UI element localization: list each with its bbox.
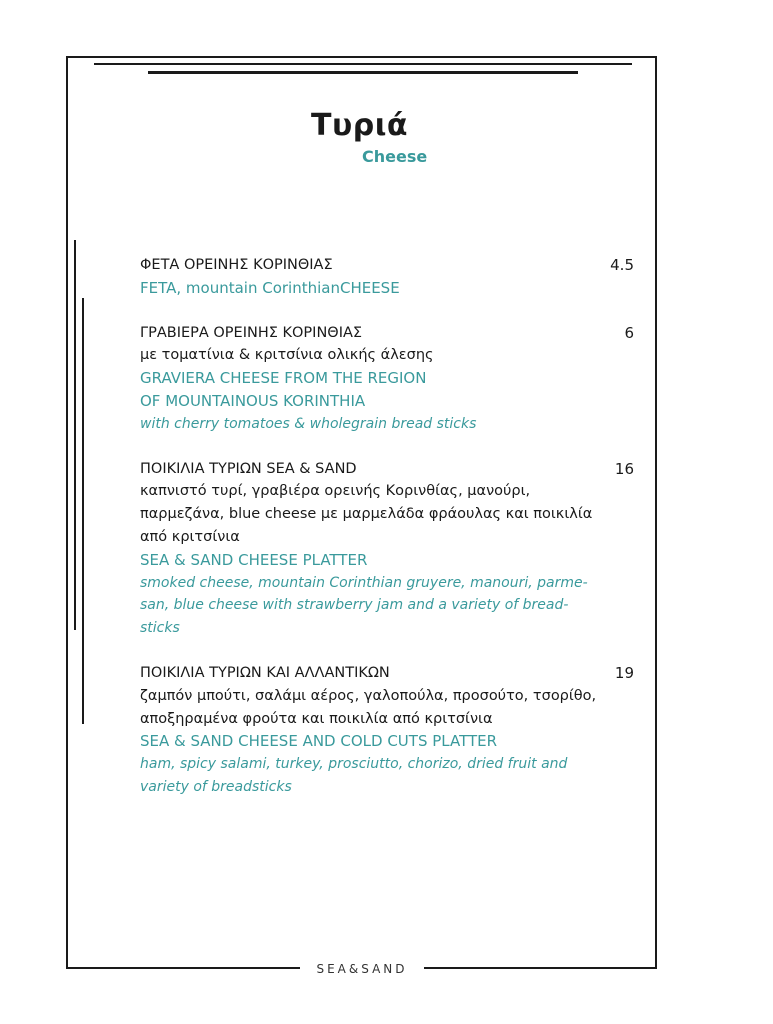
side-accent-line-outer: [74, 240, 76, 630]
menu-item-description-greek: καπνιστό τυρί, γραβιέρα ορεινής Κορινθίας, μανούρι,: [140, 483, 531, 500]
menu-item-name-greek: ΓΡΑΒΙΕΡΑ ΟΡΕΙΝΗΣ ΚΟΡΙΝΘΙΑΣ: [140, 324, 363, 341]
menu-item-description-english: variety of breadsticks: [140, 778, 292, 795]
menu-list: [140, 254, 640, 821]
menu-item-name-english: GRAVIERA CHEESE FROM THE REGION: [140, 369, 427, 388]
menu-item-description-greek: ζαμπόν μπούτι, σαλάμι αέρος, γαλοπούλα, προσούτο, τσορίθο,: [140, 687, 597, 704]
menu-item-name-greek: ΠΟΙΚΙΛΙΑ ΤΥΡΙΩΝ ΚΑΙ ΑΛΛΑΝΤΙΚΩΝ: [140, 664, 390, 681]
menu-item-description-english: with cherry tomatoes & wholegrain bread sticks: [140, 415, 477, 432]
footer-label-wrap: [300, 957, 424, 981]
menu-item: [140, 254, 640, 300]
menu-item-description-english: sticks: [140, 620, 180, 637]
menu-item: [140, 662, 640, 799]
menu-item-description-english: san, blue cheese with strawberry jam and a variety of bread-: [140, 597, 569, 614]
side-accent-line-inner: [82, 298, 84, 724]
menu-item-description-greek: από κριτσίνια: [140, 528, 240, 545]
menu-item-description-greek: αποξηραμένα φρούτα και ποικιλία από κριτσίνια: [140, 710, 493, 727]
menu-item: [140, 322, 640, 436]
page-title: Τυριά: [311, 108, 408, 143]
menu-item-description-english: smoked cheese, mountain Corinthian gruyere, manouri, parme-: [140, 574, 588, 591]
menu-item-price: 19: [614, 663, 634, 682]
menu-item-description-english: ham, spicy salami, turkey, prosciutto, chorizo, dried fruit and: [140, 756, 568, 773]
menu-item-price: 6: [624, 323, 634, 342]
menu-item-name-greek: ΠΟΙΚΙΛΙΑ ΤΥΡΙΩΝ SEA & SAND: [140, 460, 357, 477]
top-rule-thin: [94, 63, 632, 65]
menu-item: [140, 458, 640, 640]
menu-item-name-english: FETA, mountain CorinthianCHEESE: [140, 278, 400, 297]
page-subtitle: Cheese: [362, 147, 428, 166]
menu-item-name-english: OF MOUNTAINOUS KORINTHIA: [140, 391, 366, 410]
menu-item-name-greek: ΦΕΤΑ ΟΡΕΙΝΗΣ ΚΟΡΙΝΘΙΑΣ: [140, 257, 333, 273]
menu-item-description-greek: με τοματίνια & κριτσίνια ολικής άλεσης: [140, 347, 434, 364]
menu-item-description-greek: παρμεζάνα, blue cheese με μαρμελάδα φράουλας και ποικιλία: [140, 506, 593, 523]
menu-item-price: 4.5: [610, 256, 634, 274]
menu-item-price: 16: [614, 459, 634, 478]
footer-logo-text: SEA&SAND: [316, 962, 408, 976]
menu-item-name-english: SEA & SAND CHEESE AND COLD CUTS PLATTER: [140, 732, 498, 751]
menu-item-name-english: SEA & SAND CHEESE PLATTER: [140, 550, 368, 569]
top-rule-thick: [148, 71, 578, 74]
